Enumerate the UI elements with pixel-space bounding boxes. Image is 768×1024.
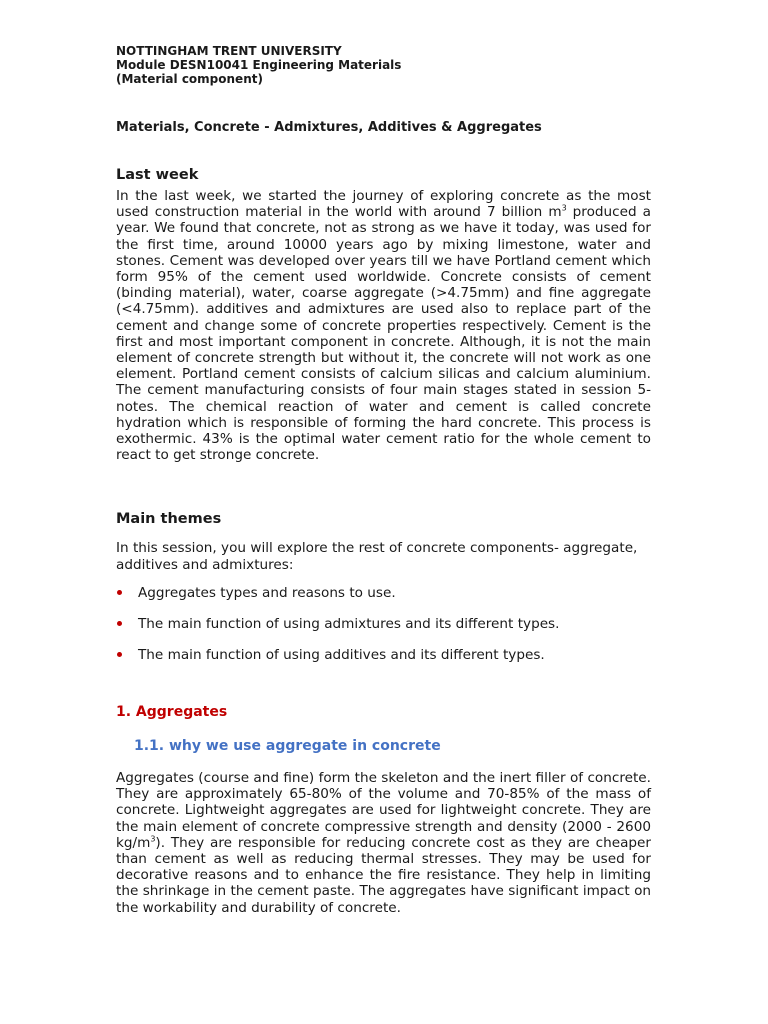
cubic-superscript: 3 xyxy=(150,834,156,844)
bullet-icon xyxy=(117,590,122,595)
main-themes-section xyxy=(116,510,651,678)
aggregates-paragraph xyxy=(116,770,651,916)
list-item xyxy=(138,616,651,647)
last-week-text-start: In the last week, we started the journey of exploring concrete as the most used construction material in the world with around 7 billion m xyxy=(116,188,651,221)
aggregates-section xyxy=(116,704,651,916)
aggregates-text-end: ). They are responsible for reducing concrete cost as they are cheaper than cement as well as reducing thermal stresses. They may be used for decorative reasons and to enhance the fire resistance. They help in limiting the shrinkage in the cement paste. The aggregates have significant impact on the workability and durability of concrete. xyxy=(116,834,651,916)
university-name: NOTTINGHAM TRENT UNIVERSITY xyxy=(116,44,342,58)
list-item-text: The main function of using admixtures and its different types. xyxy=(138,616,560,632)
aggregates-heading: 1. Aggregates xyxy=(116,704,228,720)
list-item xyxy=(138,585,651,616)
module-component: (Material component) xyxy=(116,72,263,86)
last-week-paragraph xyxy=(116,188,651,463)
list-item-text: Aggregates types and reasons to use. xyxy=(138,585,396,601)
cubic-superscript: 3 xyxy=(561,203,567,213)
list-item xyxy=(138,647,651,678)
main-themes-intro: In this session, you will explore the rest of concrete components- aggregate, additives and admixtures: xyxy=(116,540,638,573)
aggregates-subheading: 1.1. why we use aggregate in concrete xyxy=(134,738,441,754)
list-item-text: The main function of using additives and its different types. xyxy=(138,647,545,663)
main-themes-heading: Main themes xyxy=(116,511,222,527)
bullet-icon xyxy=(117,621,122,626)
last-week-section xyxy=(116,166,651,463)
last-week-heading: Last week xyxy=(116,167,199,183)
module-name: Module DESN10041 Engineering Materials xyxy=(116,58,402,72)
aggregates-text-start: Aggregates (course and fine) form the skeleton and the inert filler of concrete. They are approximately 65-80% of the volume and 70-85% of the mass of concrete. Lightweight aggregates are used for lightweight concrete. They are the main element of concrete compressive strength and density (2000 - 2600 kg/m xyxy=(116,770,651,851)
bullet-icon xyxy=(117,652,122,657)
document-title: Materials, Concrete - Admixtures, Additives & Aggregates xyxy=(116,120,542,135)
last-week-text-end: produced a year. We found that concrete, not as strong as we have it today, was used for the first time, around 10000 years ago by mixing limestone, water and stones. Cement was developed over years till we have Portland cement which form 95% of the cement used worldwide. Concrete consists of cement (binding material), water, coarse aggregate (>4.75mm) and fine aggregate (<4.75mm). additives and admixtures are used also to replace part of the cement and change some of concrete properties respectively. Cement is the first and most important component in concrete. Although, it is not the main element of concrete strength but without it, the concrete will not work as one element. Portland cement consists of calcium silicas and calcium aluminium. The cement manufacturing consists of four main stages stated in session 5-notes. The chemical reaction of water and cement is called concrete hydration which is responsible of forming the hard concrete. This process is exothermic. 43% is the optimal water cement ratio for the whole cement to react to get stronge concrete. xyxy=(116,204,651,464)
document-page xyxy=(116,44,651,916)
themes-list xyxy=(116,585,651,678)
